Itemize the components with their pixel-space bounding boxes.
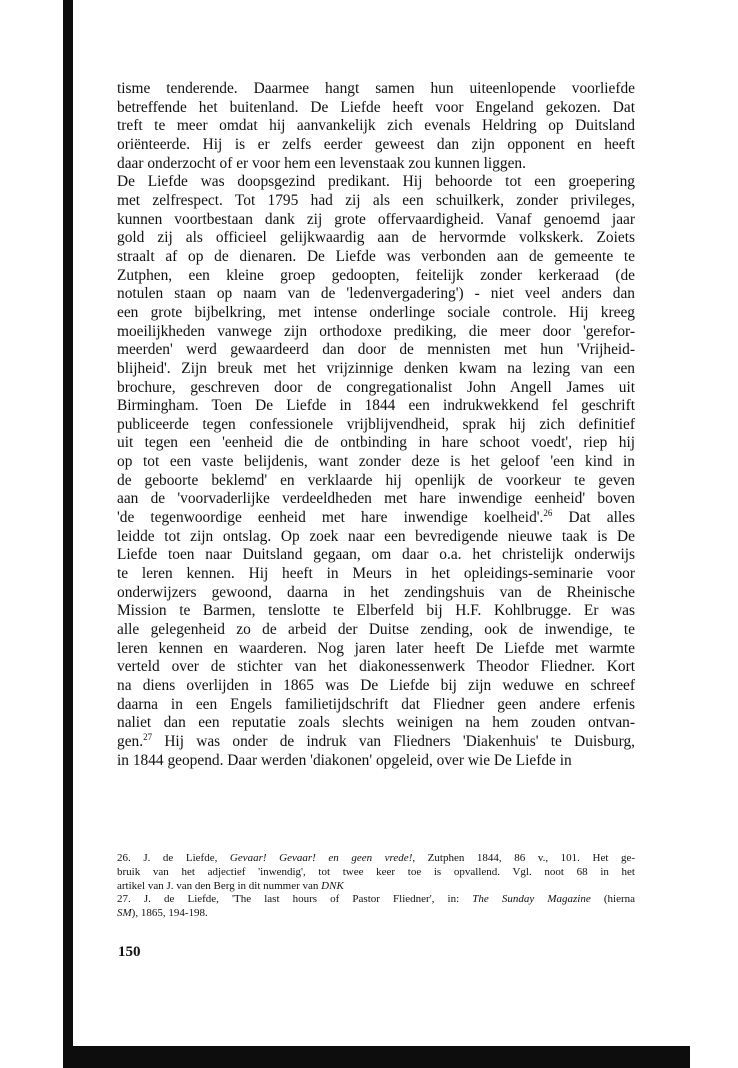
text-line-note-26: 'de tegenwoordige eenheid met hare inwendige koelheid'.$^{26}$ Dat alles <box>117 508 635 527</box>
text-line: met zelfrespect. Tot 1795 had zij als een schuilkerk, zonder privileges, <box>117 191 635 209</box>
text-line: straalt af op de dienaren. De Liefde was verbonden aan de gemeente te <box>117 247 635 265</box>
text-line-final: in 1844 geopend. Daar werden 'diakonen' opgeleid, over wie De Liefde in <box>117 751 572 769</box>
text-line: onderwijzers gewoond, daarna in het zendingshuis van de Rheinische <box>117 583 635 601</box>
text-line: gold zij als officieel gelijkwaardig aan de hervormde volkskerk. Zoiets <box>117 229 635 247</box>
paragraph-2 <box>117 173 635 770</box>
text-line: moeilijkheden vanwege zijn orthodoxe prediking, die meer door 'gerefor- <box>117 322 635 340</box>
text-line: betreffende het buitenland. De Liefde heeft voor Engeland gekozen. Dat <box>117 98 635 116</box>
footnote-ref-27: 27 <box>143 731 153 742</box>
text-line: te leren kennen. Hij heeft in Meurs in het opleidings-seminarie voor <box>117 565 635 583</box>
text-line: daar onderzocht of er voor hem een levenstaak zou kunnen liggen. <box>117 154 526 172</box>
footnote-26-line-3: artikel van J. van den Berg in dit nummer van DNK <box>117 879 344 892</box>
text-line: de geboorte beklemd' en verklaarde hij openlijk de voorkeur te geven <box>117 471 635 489</box>
text-line: na diens overlijden in 1865 was De Liefde bij zijn weduwe en schreef <box>117 677 635 694</box>
text-line: daarna in een Engels familietijdschrift dat Fliedner geen andere erfenis <box>117 695 635 713</box>
text-line: publiceerde tegen confessionele vrijblijvendheid, sprak hij zich definitief <box>117 415 635 433</box>
text-line: Birmingham. Toen De Liefde in 1844 een indrukwekkend fel geschrift <box>117 397 635 415</box>
text-line: op tot een vaste belijdenis, want zonder deze is het geloof 'een kind in <box>117 453 635 471</box>
text-line-note-27: gen.$^{27}$ Hij was onder de indruk van Fliedners 'Diakenhuis' te Duisburg, <box>117 731 635 750</box>
text-line: De Liefde was doopsgezind predikant. Hij behoorde tot een groepering <box>117 173 635 191</box>
footnote-ref-26: 26 <box>543 508 553 519</box>
text-line: naliet dan een reputatie zoals slechts weinigen na hem zouden ontvan- <box>117 714 635 732</box>
text-line: tisme tenderende. Daarmee hangt samen hun uiteenlopende voorliefde <box>117 80 635 97</box>
text-line: Mission te Barmen, tenslotte te Elberfeld bij H.F. Kohlbrugge. Er was <box>117 602 635 620</box>
text-line: treft te meer omdat hij aanvankelijk zich evenals Heldring op Duitsland <box>117 117 635 135</box>
footnote-26-line-2: bruik van het adjectief 'inwendig', tot twee keer toe is opvallend. Vgl. noot 68 in het <box>117 865 635 878</box>
text-line: notulen staan op naam van de 'ledenvergadering') - niet veel anders dan <box>117 285 635 303</box>
text-line: oriënteerde. Hij is er zelfs eerder geweest dan zijn opponent en heeft <box>117 135 635 153</box>
text-line: blijheid'. Zijn breuk met het vrijzinnige denken kwam na lezing van een <box>117 359 635 377</box>
page-number: 150 <box>118 944 141 960</box>
text-line: Zutphen, een kleine groep gedoopten, feitelijk zonder kerkeraad (de <box>117 266 635 284</box>
text-line: uit tegen een 'eenheid die de ontbinding in hare schoot voedt', riep hij <box>117 434 635 452</box>
text-line: een grote bijbelkring, met intense onderlinge sociale controle. Hij kreeg <box>117 303 635 321</box>
text-line: kunnen voortbestaan dank zij grote offervaardigheid. Vanaf genoemd jaar <box>117 210 635 228</box>
footnote-26-line-1: 26. J. de Liefde, Gevaar! Gevaar! en geen vrede!, Zutphen 1844, 86 v., 101. Het ge- <box>117 852 635 864</box>
text-line: aan de 'voorvaderlijke verdeeldheden met hare inwendige eenheid' boven <box>117 490 635 508</box>
text-line: Liefde toen naar Duitsland gegaan, om daar o.a. het christelijk onderwijs <box>117 546 635 564</box>
scan-border-bottom <box>63 1046 690 1068</box>
footnote-27-line-1: 27. J. de Liefde, 'The last hours of Pastor Fliedner', in: The Sunday Magazine (hierna <box>117 893 636 906</box>
text-line: alle gelegenheid zo de arbeid der Duitse zending, ook de inwendige, te <box>117 621 635 639</box>
text-line: verteld over de stichter van het diakonessenwerk Theodor Fliedner. Kort <box>117 658 635 676</box>
scan-border-left <box>63 0 73 1048</box>
text-line: meerden' werd gewaardeerd dan door de mennisten met hun 'Vrijheid- <box>117 341 635 359</box>
text-line: brochure, geschreven door de congregationalist John Angell James uit <box>117 378 635 396</box>
page-body <box>117 80 635 770</box>
text-line: leidde tot zijn ontslag. Op zoek naar een bevredigende nieuwe taak is De <box>117 527 635 545</box>
text-line: leren kennen en waarderen. Nog jaren later heeft De Liefde met warmte <box>117 639 635 657</box>
footnotes <box>117 852 635 921</box>
footnote-27-line-2: SM), 1865, 194-198. <box>117 907 208 920</box>
paragraph-1 <box>117 80 635 173</box>
